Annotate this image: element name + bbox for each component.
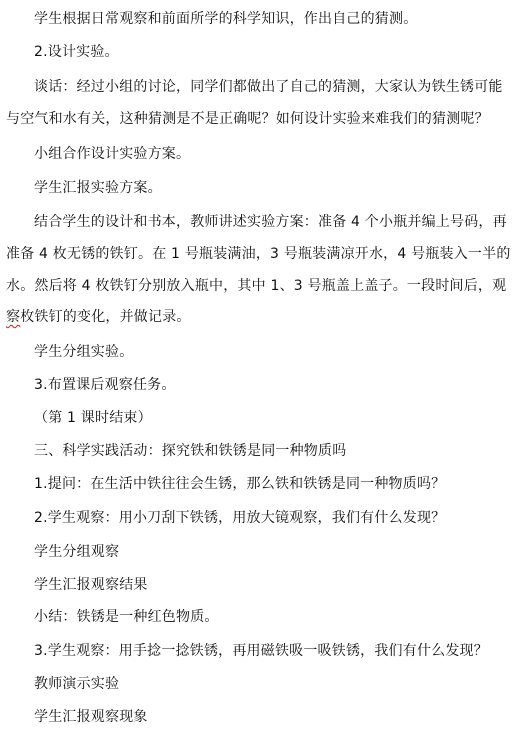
- paragraph-summary: 小结：铁锈是一种红色物质。: [34, 609, 219, 625]
- paragraph-plan-line-4-text: 枚铁钉的变化，并做记录。: [20, 309, 191, 325]
- paragraph-group-experiment: 学生分组实验。: [34, 344, 134, 360]
- paragraph-report-result: 学生汇报观察结果: [34, 577, 148, 593]
- paragraph-plan-line-2: 准备 4 枚无锈的铁钉。在 1 号瓶装满油，3 号瓶装满凉开水，4 号瓶装入一半的: [6, 246, 511, 262]
- paragraph-observe-magnet: 3.学生观察：用手捻一捻铁锈，再用磁铁吸一吸铁锈，我们有什么发现？: [34, 643, 488, 659]
- paragraph-group-observe: 学生分组观察: [34, 544, 120, 560]
- paragraph-talk-line-2: 与空气和水有关，这种猜测是不是正确呢？如何设计实验来难我们的猜测呢？: [6, 111, 489, 127]
- paragraph-report-plan: 学生汇报实验方案。: [34, 180, 162, 196]
- paragraph-student-guess: 学生根据日常观察和前面所学的科学知识，作出自己的猜测。: [34, 11, 418, 27]
- paragraph-teacher-demo: 教师演示实验: [34, 676, 120, 692]
- paragraph-group-design: 小组合作设计实验方案。: [34, 146, 191, 162]
- note-lesson-end: （第 1 课时结束）: [34, 410, 152, 426]
- paragraph-report-phenomenon: 学生汇报观察现象: [34, 709, 148, 725]
- paragraph-plan-line-4: [6, 307, 191, 327]
- paragraph-observe-scrape: 2.学生观察：用小刀刮下铁锈，用放大镜观察，我们有什么发现？: [34, 510, 446, 526]
- paragraph-plan-line-3: 水。然后将 4 枚铁钉分别放入瓶中，其中 1、3 号瓶盖上盖子。一段时间后，观: [6, 278, 507, 294]
- paragraph-question: 1.提问：在生活中铁往往会生锈，那么铁和铁锈是同一种物质吗？: [34, 476, 446, 492]
- spellcheck-flagged-char[interactable]: 察: [6, 309, 21, 325]
- heading-design-experiment: 2.设计实验。: [34, 44, 119, 60]
- paragraph-talk-line-1: 谈话：经过小组的讨论，同学们都做出了自己的猜测，大家认为铁生锈可能: [34, 79, 503, 95]
- heading-section-three: 三、科学实践活动：探究铁和铁锈是同一种物质吗: [34, 443, 347, 459]
- paragraph-plan-line-1: 结合学生的设计和书本，教师讲述实验方案：准备 4 个小瓶并编上号码，再: [34, 214, 507, 230]
- heading-after-class-task: 3.布置课后观察任务。: [34, 377, 176, 393]
